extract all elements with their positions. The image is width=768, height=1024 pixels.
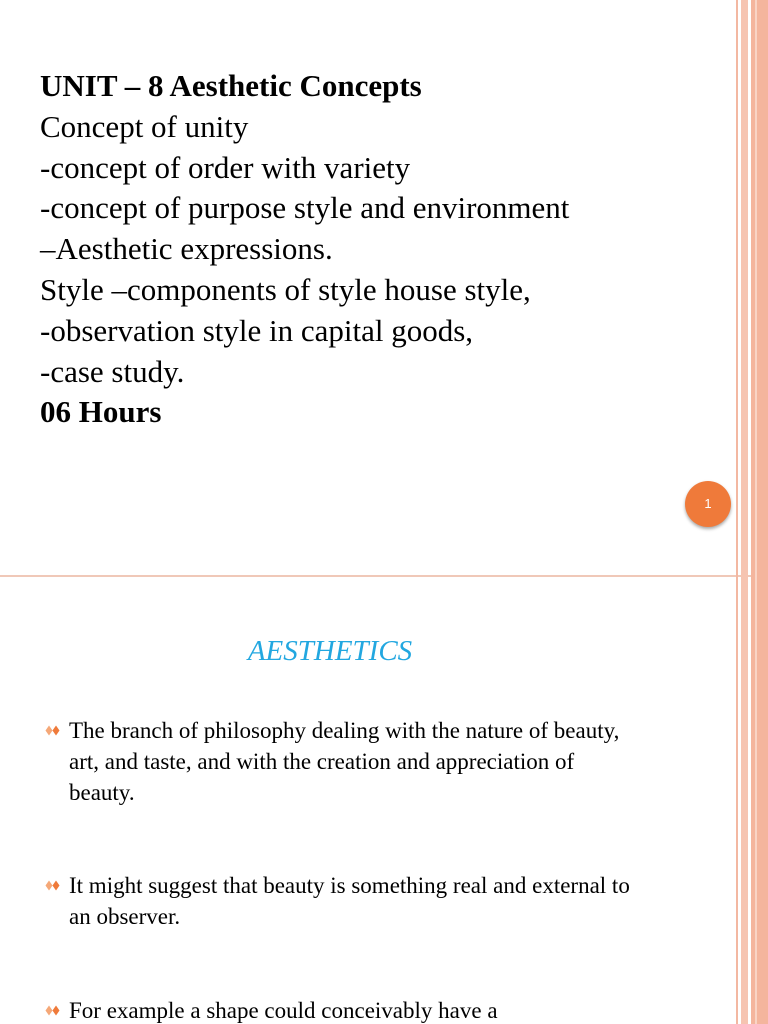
topic-line: -concept of order with variety <box>40 149 411 185</box>
border-stripe <box>741 0 748 1024</box>
topic-line: -observation style in capital goods, <box>40 312 474 348</box>
diamond-bullet-icon <box>45 1005 61 1016</box>
slide-2-title: AESTHETICS <box>247 635 413 667</box>
diamond-bullet-icon <box>45 880 61 891</box>
topic-line: Concept of unity <box>40 108 249 144</box>
topic-line: Style –components of style house style, <box>40 271 531 307</box>
border-stripe <box>751 0 768 1024</box>
page-number-badge: 1 <box>685 481 731 527</box>
bullet-item <box>45 995 645 1024</box>
bullet-text: It might suggest that beauty is something real and external to an observer. <box>69 873 630 929</box>
hours-label: 06 Hours <box>40 394 162 430</box>
border-stripe <box>736 0 738 1024</box>
bullet-item <box>45 870 645 932</box>
diamond-bullet-icon <box>45 725 61 736</box>
bullet-text: For example a shape could conceivably have a <box>69 998 498 1023</box>
slide-2 <box>0 577 768 1024</box>
bullet-item <box>45 715 645 808</box>
topic-line: -case study. <box>40 353 185 389</box>
topic-line: –Aesthetic expressions. <box>40 231 333 267</box>
unit-title: UNIT – 8 Aesthetic Concepts <box>40 68 422 103</box>
slide-1-content <box>40 66 700 433</box>
right-border-stripes <box>736 0 768 1024</box>
topic-line: -concept of purpose style and environment <box>40 190 570 226</box>
bullet-text: The branch of philosophy dealing with the nature of beauty, art, and taste, and with the creation and appreciation of beauty. <box>69 718 620 805</box>
